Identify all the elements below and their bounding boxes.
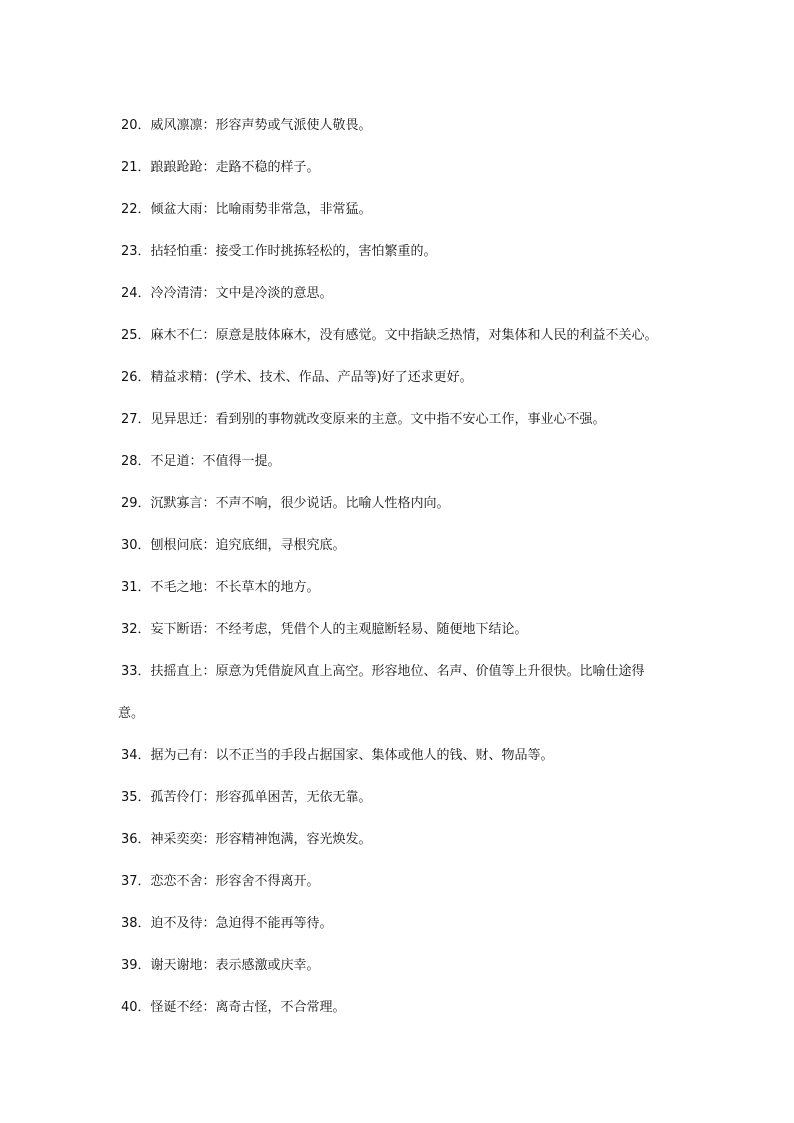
idiom-entry-40: 40．怪诞不经：离奇古怪，不合常理。 — [121, 1000, 346, 1015]
idiom-entry-23: 23．拈轻怕重：接受工作时挑拣轻松的，害怕繁重的。 — [121, 244, 437, 259]
idiom-entry-21: 21．踉踉跄跄：走路不稳的样子。 — [121, 160, 320, 175]
idiom-entry-39: 39．谢天谢地：表示感激或庆幸。 — [121, 958, 320, 973]
idiom-entry-28: 28．不足道：不值得一提。 — [121, 454, 281, 469]
idiom-entry-35: 35．孤苦伶仃：形容孤单困苦，无依无靠。 — [121, 790, 372, 805]
idiom-entry-37: 37．恋恋不舍：形容舍不得离开。 — [121, 874, 320, 889]
idiom-entry-20: 20．威风凛凛：形容声势或气派使人敬畏。 — [121, 118, 372, 133]
idiom-entry-22: 22．倾盆大雨：比喻雨势非常急，非常猛。 — [121, 202, 372, 217]
idiom-entry-36: 36．神采奕奕：形容精神饱满，容光焕发。 — [121, 832, 372, 847]
idiom-entry-33 — [118, 651, 701, 735]
idiom-entry-33-line-2: 意。 — [118, 706, 145, 721]
idiom-entry-33-line-1: 33．扶摇直上：原意为凭借旋风直上高空。形容地位、名声、价值等上升很快。比喻仕途得 — [121, 664, 645, 679]
idiom-entry-31: 31．不毛之地：不长草木的地方。 — [121, 580, 320, 595]
idiom-entry-26: 26．精益求精：(学术、技术、作品、产品等)好了还求更好。 — [121, 370, 473, 385]
idiom-entry-34: 34．据为己有：以不正当的手段占据国家、集体或他人的钱、财、物品等。 — [121, 748, 554, 763]
idiom-entry-24: 24．冷冷清清：文中是冷淡的意思。 — [121, 286, 333, 301]
idiom-entry-30: 30．刨根问底：追究底细，寻根究底。 — [121, 538, 346, 553]
idiom-entry-32: 32．妄下断语：不经考虑，凭借个人的主观臆断轻易、随便地下结论。 — [121, 622, 528, 637]
idiom-entry-38: 38．迫不及待：急迫得不能再等待。 — [121, 916, 333, 931]
idiom-entry-29: 29．沉默寡言：不声不响，很少说话。比喻人性格内向。 — [121, 496, 450, 511]
idiom-list — [118, 105, 701, 1029]
idiom-entry-27: 27．见异思迁：看到别的事物就改变原来的主意。文中指不安心工作，事业心不强。 — [121, 412, 606, 427]
idiom-entry-25: 25．麻木不仁：原意是肢体麻木，没有感觉。文中指缺乏热情，对集体和人民的利益不关心。 — [121, 328, 658, 343]
